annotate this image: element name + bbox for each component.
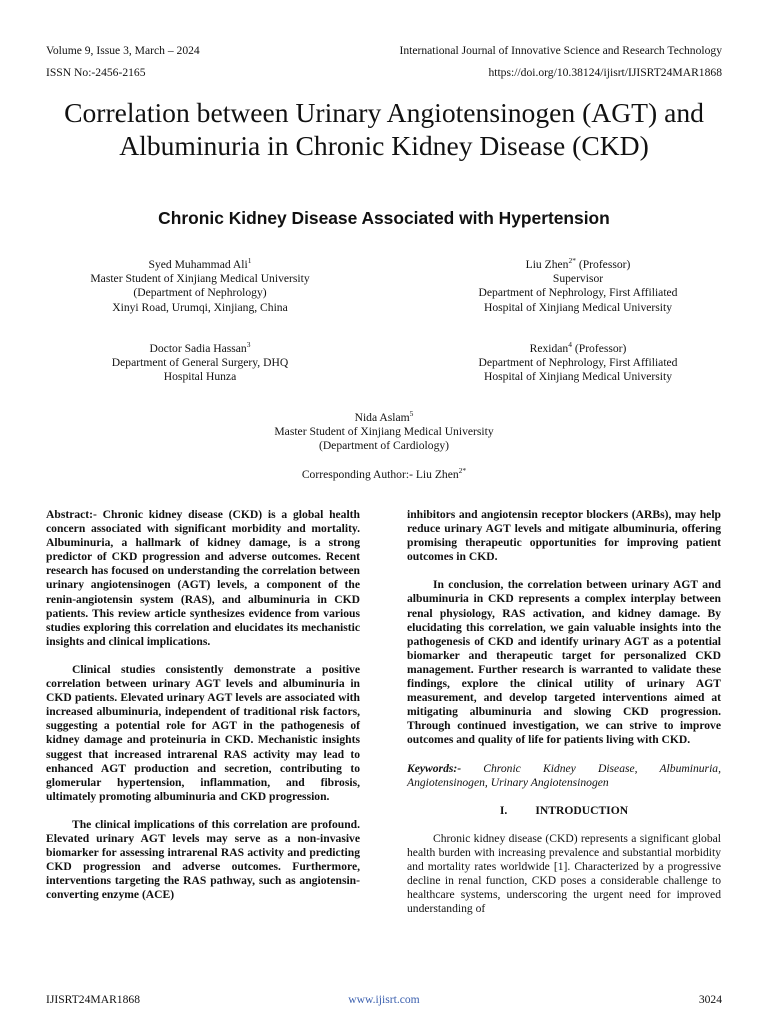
- author-affiliation: Hospital of Xinjiang Medical University: [483, 300, 673, 314]
- doi-link[interactable]: https://doi.org/10.38124/ijisrt/IJISRT24MAR1868: [488, 66, 722, 79]
- author-block-2: [408, 258, 748, 315]
- author-affiliation: Department of General Surgery, DHQ: [111, 356, 289, 370]
- author-affiliation: (Department of Nephrology): [133, 286, 267, 300]
- author-affiliation: Department of Nephrology, First Affiliated: [478, 286, 678, 300]
- author-affiliation: Hospital Hunza: [163, 370, 237, 384]
- author-block-3: [40, 342, 360, 385]
- author-affiliation: Master Student of Xinjiang Medical University: [90, 272, 310, 286]
- author-block-5: [200, 411, 568, 454]
- author-affiliation: Xinyi Road, Urumqi, Xinjiang, China: [112, 300, 288, 314]
- corresponding-author: Corresponding Author:- Liu Zhen$^{2*}$: [301, 466, 467, 481]
- paper-subtitle: Chronic Kidney Disease Associated with Hypertension: [158, 208, 610, 228]
- author-affiliation: Department of Nephrology, First Affiliated: [478, 356, 678, 370]
- section-number: I.: [499, 803, 508, 817]
- section-heading: [407, 804, 721, 818]
- body-paragraph-continued: inhibitors and angiotensin receptor blockers (ARBs), may help reduce urinary AGT levels and mitigate albuminuria, offering promising therapeutic opportunities for improving patient outcomes in CKD.: [407, 508, 721, 564]
- author-block-4: [408, 342, 748, 385]
- keywords: [407, 762, 721, 790]
- author-name: Doctor Sadia Hassan$^3$: [149, 340, 251, 355]
- body-paragraph: The clinical implications of this correlation are profound. Elevated urinary AGT levels may serve as a non-invasive biomarker for assessing intrarenal RAS activity and predicting CKD progression and adverse outcomes. Furthermore, interventions targeting the RAS pathway, such as angiotensin-converting enzyme (ACE): [46, 817, 360, 902]
- left-column: [46, 508, 360, 916]
- author-affiliation: Master Student of Xinjiang Medical University: [274, 425, 494, 439]
- issn: ISSN No:-2456-2165: [46, 66, 146, 79]
- author-affiliation: (Department of Cardiology): [318, 439, 450, 453]
- right-column: [407, 508, 721, 930]
- conclusion-paragraph: In conclusion, the correlation between urinary AGT and albuminuria in CKD represents a complex interplay between renal physiology, RAS activation, and kidney damage. By elucidating this correlation, we gain valuable insights into the pathogenesis of CKD and identify urinary AGT as a potential biomarker and therapeutic target for personalized CKD management. Further research is warranted to validate these findings, explore the clinical utility of urinary AGT measurement, and develop targeted interventions aimed at mitigating albuminuria and slowing CKD progression. Through continued investigation, we can strive to improve outcomes and quality of life for patients living with CKD.: [407, 578, 721, 747]
- footer-website-link[interactable]: www.ijisrt.com: [348, 993, 420, 1006]
- footer-paper-id: IJISRT24MAR1868: [46, 993, 140, 1006]
- author-block-1: [40, 258, 360, 315]
- author-name: Syed Muhammad Ali$^1$: [148, 256, 252, 271]
- page-number: 3024: [698, 993, 722, 1006]
- section-title: INTRODUCTION: [535, 803, 629, 817]
- author-name: Nida Aslam$^5$: [354, 409, 414, 424]
- author-affiliation: Hospital of Xinjiang Medical University: [483, 370, 673, 384]
- keywords-label: Keywords:-: [407, 761, 462, 775]
- intro-paragraph: Chronic kidney disease (CKD) represents a significant global health burden with increasing prevalence and substantial morbidity and mortality rates worldwide [1]. Characterized by a progressive decline in renal function, CKD poses a considerable challenge to healthcare systems, underscoring the urgent need for improved understanding of: [407, 831, 721, 916]
- keywords-text: Chronic Kidney Disease, Albuminuria, Angiotensinogen, Urinary Angiotensinogen: [407, 761, 721, 789]
- author-affiliation: Supervisor: [552, 272, 604, 286]
- volume-info: Volume 9, Issue 3, March – 2024: [46, 44, 200, 57]
- author-name: Liu Zhen$^{2*}$ (Professor): [525, 256, 631, 271]
- abstract-paragraph: Abstract:- Chronic kidney disease (CKD) is a global health concern associated with significant morbidity and mortality. Albuminuria, a hallmark of kidney damage, is a strong predictor of CKD progression and adverse outcomes. Recent research has focused on understanding the correlation between urinary angiotensinogen (AGT) levels, a component of the renin-angiotensin system (RAS), and albuminuria in CKD patients. This review article synthesizes evidence from various studies exploring this correlation and elucidates its mechanistic insights and clinical implications.: [46, 508, 360, 648]
- author-name: Rexidan$^4$ (Professor): [529, 340, 627, 355]
- journal-name: International Journal of Innovative Science and Research Technology: [399, 44, 722, 57]
- body-paragraph: Clinical studies consistently demonstrate a positive correlation between urinary AGT levels and albuminuria in CKD patients. Elevated urinary AGT levels are associated with increased albuminuria, independent of traditional risk factors, suggesting a potential role for AGT in the pathogenesis of kidney damage and proteinuria in CKD. Mechanistic insights suggest that increased intrarenal RAS activity may lead to enhanced AGT production and secretion, contributing to glomerular hypertension, inflammation, and fibrosis, ultimately promoting albuminuria and CKD progression.: [46, 662, 360, 803]
- paper-title: Correlation between Urinary Angiotensinogen (AGT) and Albuminuria in Chronic Kidney Disease (CKD): [64, 97, 704, 161]
